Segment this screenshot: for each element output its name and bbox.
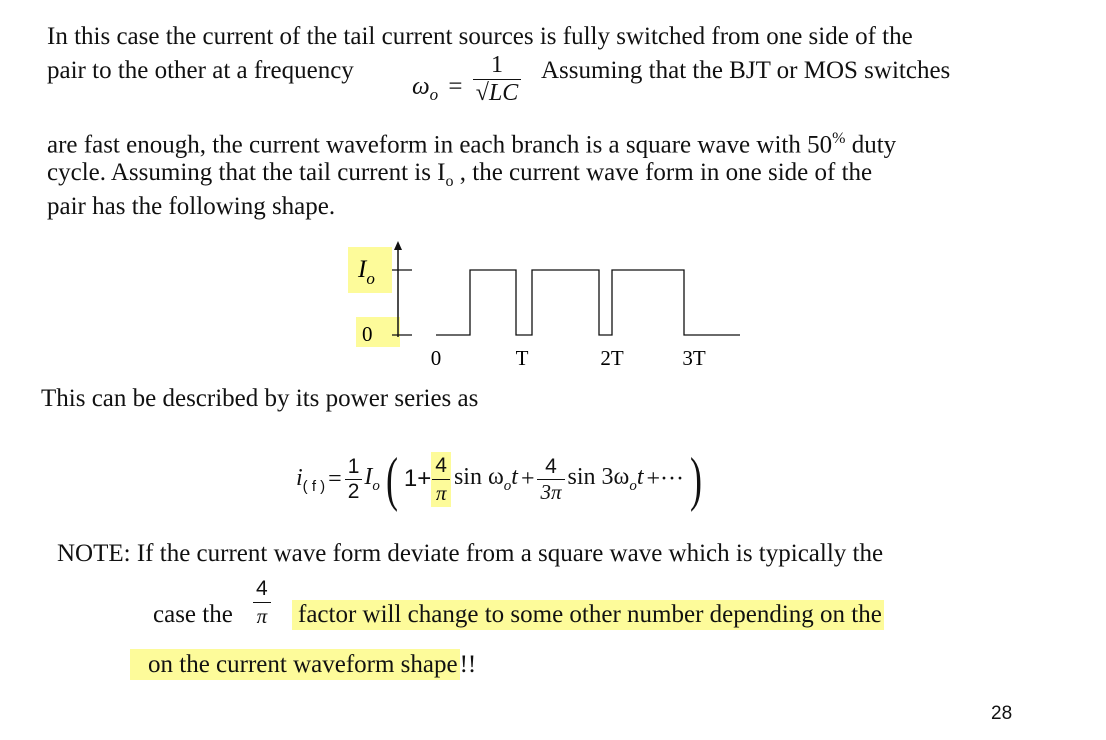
eq-term1: $\sin \omega_ot$ xyxy=(453,463,518,494)
omega-subscript: o xyxy=(429,84,439,104)
eq-one-plus: 1+ xyxy=(403,465,432,492)
note-line-1: NOTE: If the current wave form deviate from a square wave which is typically the xyxy=(57,540,884,567)
note-line-2-end: factor will change to some other number depending on the xyxy=(292,600,884,630)
square-wave-trace xyxy=(436,270,740,335)
paragraph-line-1: In this case the current of the tail current sources is fully switched from one side of the xyxy=(47,23,913,50)
y-axis-arrow-icon xyxy=(394,241,402,250)
paragraph-line-4-start: cycle. Assuming that the tail current is I xyxy=(47,159,446,186)
paragraph-line-5: pair has the following shape. xyxy=(47,193,336,220)
eq-four-over-3pi: $\frac{4}{3\pi}$ xyxy=(537,455,564,504)
paragraph-line-3 xyxy=(47,124,896,160)
note-line-2-start: case the xyxy=(153,601,233,628)
eq-four-over-pi: $\frac{4}{\pi}$ xyxy=(431,452,451,507)
omega-equals: = xyxy=(448,72,463,100)
paragraph-line-2-end: Assuming that the BJT or MOS switches xyxy=(541,57,951,84)
eq-equals: = xyxy=(328,465,342,492)
note-line-3: on the current waveform shape!! xyxy=(130,650,476,680)
omega-fraction xyxy=(473,52,522,107)
eq-lhs: $i_{( f )}$ xyxy=(296,464,326,495)
paragraph-line-3-start: are fast enough, the current waveform in each branch is a square wave with 50 xyxy=(47,131,833,159)
omega-fraction-denominator: √LC xyxy=(475,80,519,106)
omega-symbol: ω xyxy=(412,72,430,100)
y-label-io: $I_o$ xyxy=(358,256,375,288)
power-series-intro: This can be described by its power series as xyxy=(41,385,479,412)
eq-ellipsis: +··· xyxy=(646,465,685,492)
eq-open-paren: ( xyxy=(385,446,398,512)
paragraph-line-4-end: , the current wave form in one side of the xyxy=(453,159,873,186)
tail-current-subscript: o xyxy=(445,173,454,190)
omega-formula xyxy=(412,52,521,107)
percent-sign: % xyxy=(832,130,846,147)
square-waveform-diagram xyxy=(340,235,760,380)
y-label-zero: 0 xyxy=(362,322,373,346)
x-label-2t: 2T xyxy=(600,346,624,370)
note-four-over-pi: $\frac{4}{\pi}$ xyxy=(253,576,271,629)
x-label-t: T xyxy=(515,346,529,370)
page-number: 28 xyxy=(991,703,1013,724)
power-series-equation xyxy=(296,438,706,520)
eq-plus: + xyxy=(520,465,535,492)
eq-close-paren: ) xyxy=(690,446,703,512)
x-label-3t: 3T xyxy=(682,346,706,370)
eq-half-fraction: $\frac{1}{2}$ xyxy=(345,455,363,504)
paragraph-line-3-end: duty xyxy=(845,131,897,159)
paragraph-line-2-start: pair to the other at a frequency xyxy=(47,57,354,84)
eq-term2: $\sin 3\omega_ot$ xyxy=(567,463,644,494)
x-label-0: 0 xyxy=(430,346,442,370)
omega-fraction-numerator: 1 xyxy=(473,52,522,80)
eq-io: $I_o$ xyxy=(364,463,380,494)
